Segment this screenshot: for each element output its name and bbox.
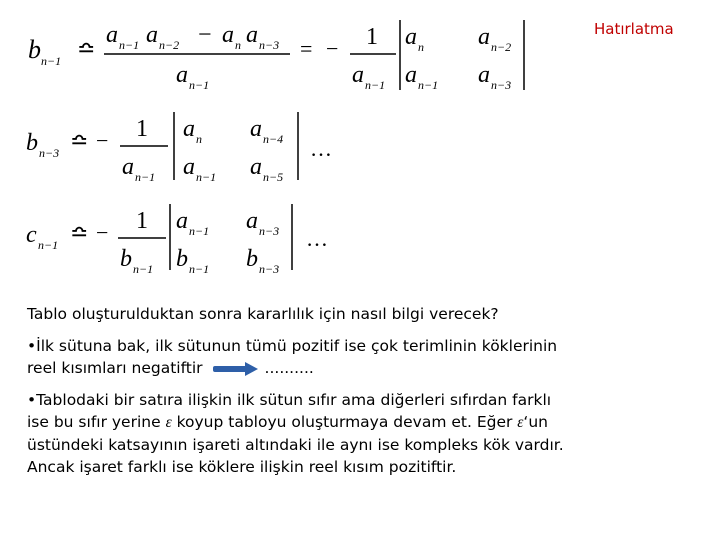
subscript: n−3 [259, 38, 280, 52]
minus-sign: − [198, 22, 212, 48]
subscript: n−1 [196, 170, 217, 184]
a-symbol: a [246, 208, 258, 234]
subscript: n−3 [259, 224, 280, 238]
approx-sign: ≏ [70, 128, 89, 153]
bullet-2-line-2 [27, 411, 707, 434]
a-symbol: a [405, 24, 417, 50]
a-symbol: a [183, 116, 195, 142]
epsilon-symbol: ε [165, 414, 172, 431]
subscript: n−4 [263, 132, 284, 146]
subscript: n−1 [135, 170, 156, 184]
dotted-blank: .......... [264, 359, 314, 377]
subscript: n−1 [38, 238, 59, 252]
subscript: n−1 [189, 224, 210, 238]
bullet-1-line-2 [27, 357, 707, 379]
subscript: n−1 [189, 262, 210, 276]
a-symbol: a [176, 208, 188, 234]
one: 1 [366, 24, 378, 50]
equation-b-n-minus-3 [26, 112, 332, 184]
a-symbol: a [176, 62, 188, 88]
a-symbol: a [146, 22, 158, 48]
bullet-2-line-3: üstündeki katsayının işareti altındaki ile aynı ise kompleks kök vardır. [27, 436, 564, 454]
subscript: n−2 [491, 40, 512, 54]
b-symbol: b [26, 130, 38, 156]
equals-sign: = [300, 36, 313, 61]
bullet-2-line-4: Ancak işaret farklı ise köklere ilişkin reel kısım pozitiftir. [27, 458, 457, 476]
a-symbol: a [352, 62, 364, 88]
a-symbol: a [106, 22, 118, 48]
subscript: n−5 [263, 170, 284, 184]
subscript: n−1 [418, 78, 439, 92]
b-symbol: b [28, 35, 41, 64]
right-arrow-icon [213, 362, 259, 376]
a-symbol: a [405, 62, 417, 88]
bullet-1-line-1: •İlk sütuna bak, ilk sütunun tümü pozitif ise çok terimlinin köklerinin [27, 337, 558, 355]
ellipsis: … [310, 136, 332, 161]
equation-b-n-minus-1 [28, 20, 524, 92]
a-symbol: a [246, 22, 258, 48]
a-symbol: a [250, 154, 262, 180]
bullet-2-line-1: •Tablodaki bir satıra ilişkin ilk sütun sıfır ama diğerleri sıfırdan farklı [27, 391, 552, 409]
minus-sign: − [326, 36, 339, 61]
c-symbol: c [26, 222, 37, 248]
bullet-2-text-c: ‘un [523, 413, 548, 431]
a-symbol: a [478, 62, 490, 88]
subscript: n−2 [159, 38, 180, 52]
b-symbol: b [246, 246, 258, 272]
subscript: n−1 [365, 78, 386, 92]
question-line: Tablo oluşturulduktan sonra kararlılık için nasıl bilgi verecek? [27, 305, 499, 323]
subscript: n−1 [133, 262, 154, 276]
subscript: n−3 [491, 78, 512, 92]
a-symbol: a [183, 154, 195, 180]
b-symbol: b [120, 246, 132, 272]
subscript: n [418, 40, 424, 54]
ellipsis: … [306, 226, 328, 251]
a-symbol: a [122, 154, 134, 180]
subscript: n−3 [39, 146, 60, 160]
explanation-text [27, 303, 707, 478]
subscript: n [196, 132, 202, 146]
a-symbol: a [478, 24, 490, 50]
approx-sign: ≏ [70, 220, 89, 245]
equation-c-n-minus-1 [26, 204, 328, 276]
bullet-1-text: reel kısımları negatiftir [27, 359, 203, 377]
a-symbol: a [222, 22, 234, 48]
one: 1 [136, 116, 148, 142]
minus-sign: − [96, 220, 109, 245]
bullet-2-text-b: koyup tabloyu oluşturmaya devam et. Eğer [171, 413, 518, 431]
subscript: n−1 [119, 38, 140, 52]
subscript: n [235, 38, 241, 52]
approx-sign: ≏ [77, 36, 96, 61]
minus-sign: − [96, 128, 109, 153]
subscript: n−1 [41, 54, 62, 68]
one: 1 [136, 208, 148, 234]
a-symbol: a [250, 116, 262, 142]
subscript: n−3 [259, 262, 280, 276]
bullet-2-text-a: ise bu sıfır yerine [27, 413, 166, 431]
subscript: n−1 [189, 78, 210, 92]
slide-title: Hatırlatma [594, 20, 674, 38]
b-symbol: b [176, 246, 188, 272]
epsilon-symbol: ε [517, 414, 524, 431]
